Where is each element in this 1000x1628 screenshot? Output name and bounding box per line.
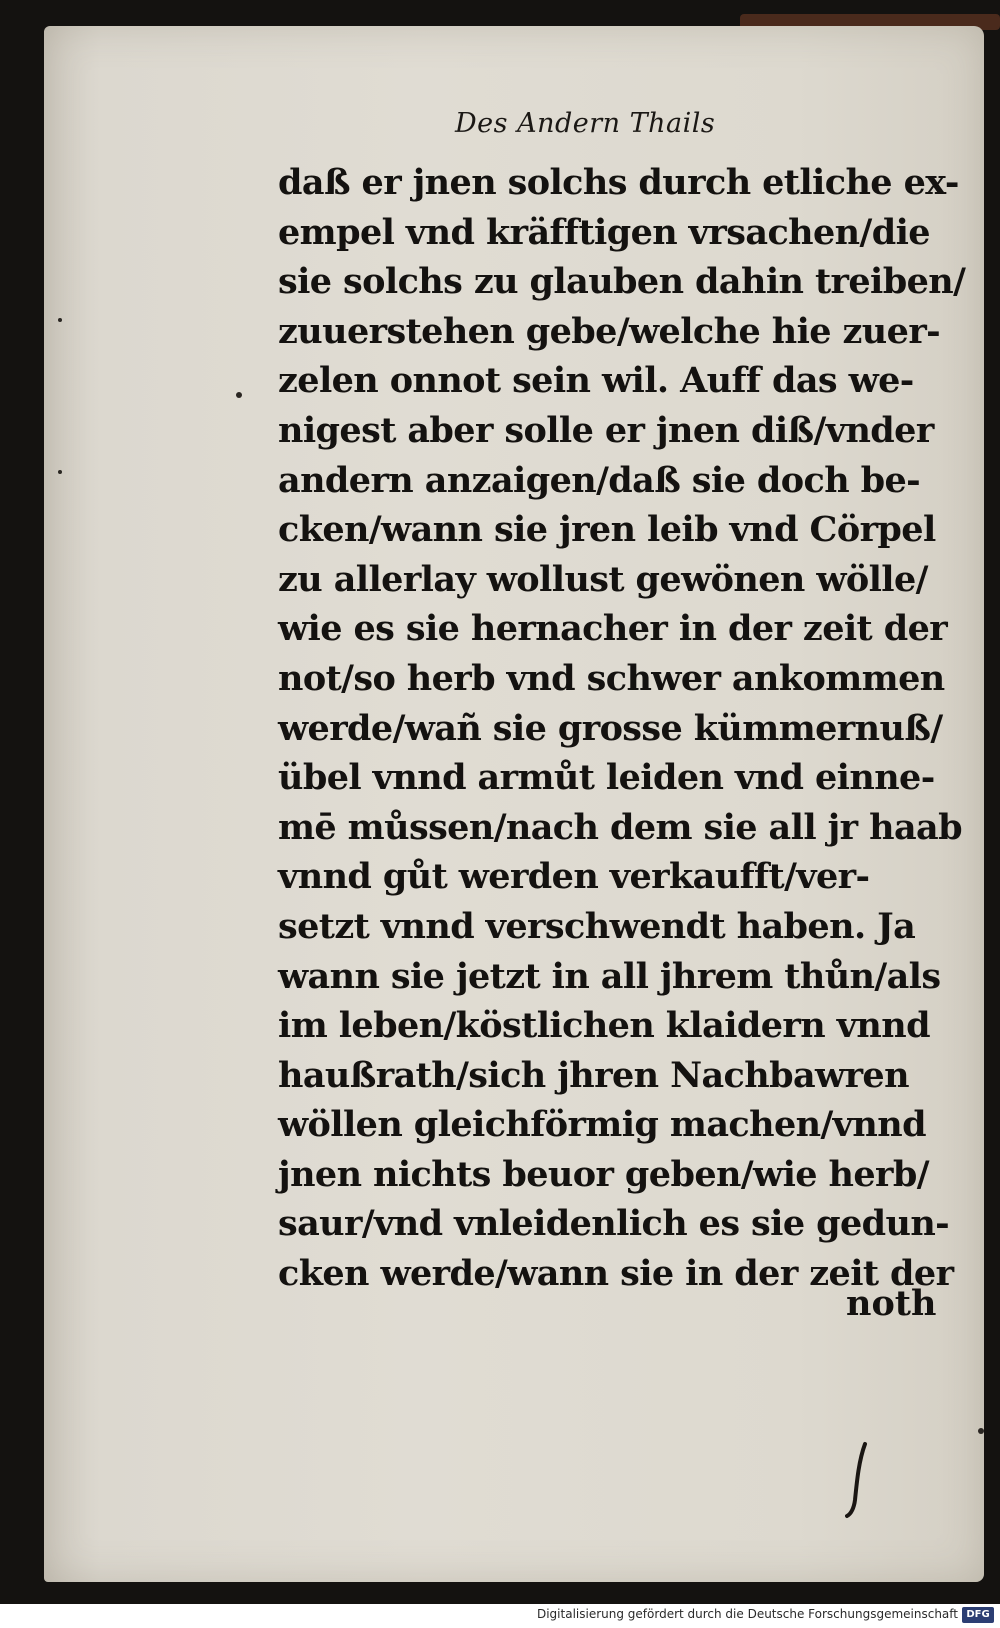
text-line: wöllen gleichförmig machen/vnnd (278, 1104, 926, 1146)
text-line: jnen nichts beuor geben/wie herb/ (278, 1153, 929, 1195)
text-line: not/so herb vnd schwer ankommen (278, 657, 945, 699)
pen-mark (845, 1440, 875, 1520)
margin-speck (236, 392, 242, 398)
catchword: noth (846, 1283, 937, 1324)
text-line: im leben/köstlichen klaidern vnnd (278, 1005, 931, 1047)
text-line: zelen onnot sein wil. Auff das we- (278, 360, 914, 402)
text-line: werde/wañ sie grosse kümmernuß/ (278, 707, 943, 749)
text-line: sie solchs zu glauben dahin treiben/ (278, 261, 966, 303)
text-line: cken werde/wann sie in der zeit der (278, 1253, 954, 1295)
margin-speck (58, 470, 62, 474)
text-line: mē můssen/nach dem sie all jr haab (278, 806, 962, 848)
text-line: empel vnd kräfftigen vrsachen/die (278, 211, 930, 253)
digitization-credit: Digitalisierung gefördert durch die Deutsche Forschungsgemeinschaft (536, 1607, 958, 1621)
text-line: wie es sie hernacher in der zeit der (278, 608, 948, 650)
text-line: zuuerstehen gebe/welche hie zuer- (278, 310, 941, 352)
dfg-logo: DFG (962, 1607, 994, 1623)
text-line: zu allerlay wollust gewönen wölle/ (278, 558, 928, 600)
text-line: übel vnnd armůt leiden vnd einne- (278, 757, 935, 799)
margin-speck (58, 318, 62, 322)
text-line: nigest aber solle er jnen diß/vnder (278, 409, 934, 451)
text-line: haußrath/sich jhren Nachbawren (278, 1054, 909, 1096)
text-line: wann sie jetzt in all jhrem thůn/als (278, 955, 941, 997)
text-line: andern anzaigen/daß sie doch be- (278, 459, 921, 501)
text-line: saur/vnd vnleidenlich es sie gedun- (278, 1203, 950, 1245)
text-line: cken/wann sie jren leib vnd Cörpel (278, 509, 936, 551)
text-block (278, 158, 966, 1299)
running-head: Des Andern Thails (455, 108, 716, 139)
text-line: vnnd gůt werden verkaufft/ver- (278, 856, 870, 898)
text-line: daß er jnen solchs durch etliche ex- (278, 162, 959, 203)
text-line: setzt vnnd verschwendt haben. Ja (278, 905, 916, 947)
margin-speck (978, 1428, 984, 1434)
